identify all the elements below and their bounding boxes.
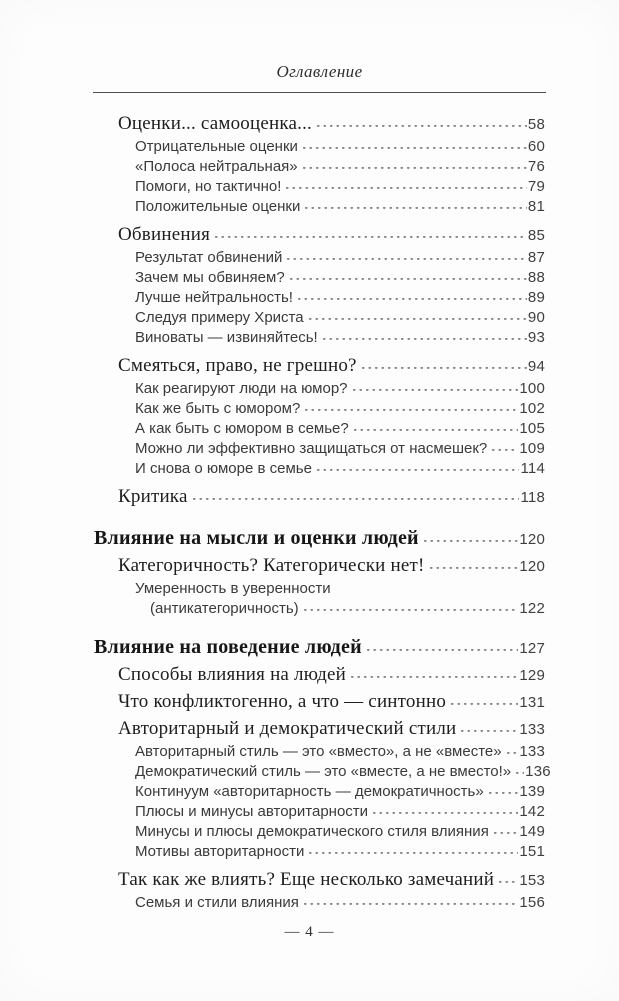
dot-leader (285, 258, 527, 262)
toc-entry-label: Что конфликтогенно, а что — синтонно (118, 691, 447, 712)
toc-row (94, 328, 545, 348)
table-of-contents (94, 106, 551, 913)
dot-leader (321, 338, 527, 342)
toc-row (94, 579, 545, 599)
dot-leader (349, 676, 518, 680)
toc-entry-label: Влияние на поведение людей (94, 636, 362, 658)
dot-leader (365, 649, 519, 653)
toc-row (94, 459, 545, 479)
toc-entry-label: (антикатегоричность) (150, 600, 299, 617)
toc-row (94, 484, 545, 510)
toc-entry-label: Авторитарный и демократический стили (118, 718, 457, 739)
toc-row (94, 822, 545, 842)
dot-leader (352, 429, 519, 433)
toc-entry-page: 100 (519, 380, 545, 397)
toc-row (94, 197, 545, 217)
toc-entry-page: 131 (519, 694, 545, 711)
toc-entry-page: 120 (519, 531, 545, 548)
toc-row (94, 288, 545, 308)
toc-row (94, 439, 545, 459)
toc-entry-label: Плюсы и минусы авторитарности (135, 803, 369, 820)
toc-entry-page: 142 (519, 803, 545, 820)
toc-entry-page: 149 (519, 823, 545, 840)
toc-entry-page: 105 (519, 420, 545, 437)
toc-row (94, 353, 545, 379)
dot-leader (497, 881, 518, 885)
dot-leader (428, 567, 519, 571)
dot-leader (302, 903, 519, 907)
toc-entry-page: 151 (519, 843, 545, 860)
toc-entry-page: 133 (519, 721, 545, 738)
toc-entry-page: 93 (527, 329, 545, 346)
dot-leader (213, 236, 527, 240)
toc-entry-label: А как быть с юмором в семье? (135, 420, 349, 437)
toc-entry-label: Оценки... самооценка... (118, 113, 313, 134)
toc-entry-page: 114 (520, 460, 545, 477)
toc-row (94, 111, 545, 137)
toc-entry-label: Так как же влиять? Еще несколько замечаний (118, 869, 495, 890)
toc-row (94, 689, 545, 715)
toc-row (94, 308, 545, 328)
toc-row (94, 157, 545, 177)
toc-row (94, 419, 545, 439)
toc-row (94, 716, 545, 742)
toc-entry-label: Умеренность в уверенности (135, 580, 331, 597)
toc-row (94, 379, 545, 399)
toc-entry-label: Семья и стили влияния (135, 894, 299, 911)
toc-entry-page: 102 (519, 400, 545, 417)
toc-entry-label: Влияние на мысли и оценки людей (94, 527, 419, 549)
toc-entry-label: Критика (118, 486, 188, 507)
toc-entry-label: Можно ли эффективно защищаться от насмешек? (135, 440, 488, 457)
toc-entry-label: Отрицательные оценки (135, 138, 298, 155)
toc-entry-page: 85 (527, 227, 545, 244)
dot-leader (487, 792, 519, 796)
toc-entry-page: 118 (520, 489, 545, 506)
toc-entry-label: И снова о юморе в семье (135, 460, 312, 477)
toc-entry-page: 153 (519, 872, 545, 889)
dot-leader (284, 187, 527, 191)
toc-row (94, 222, 545, 248)
toc-row (94, 633, 545, 661)
toc-row (94, 662, 545, 688)
toc-row (94, 802, 545, 822)
toc-entry-page: 127 (519, 640, 545, 657)
toc-entry-label: Мотивы авторитарности (135, 843, 305, 860)
toc-entry-label: Зачем мы обвиняем? (135, 269, 285, 286)
toc-entry-page: 139 (519, 783, 545, 800)
dot-leader (301, 167, 527, 171)
dot-leader (301, 147, 527, 151)
toc-entry-label: Континуум «авторитарность — демократичность» (135, 783, 484, 800)
toc-entry-page: 94 (527, 358, 545, 375)
page-number-footer: — 4 — (284, 924, 335, 940)
toc-entry-label: Как же быть с юмором? (135, 400, 301, 417)
toc-row (94, 599, 545, 619)
dot-leader (492, 832, 519, 836)
dot-leader (191, 498, 520, 502)
toc-entry-label: Категоричность? Категорически нет! (118, 555, 425, 576)
toc-entry-label: Минусы и плюсы демократического стиля влияния (135, 823, 489, 840)
dot-leader (490, 449, 518, 453)
dot-leader (303, 207, 527, 211)
dot-leader (422, 540, 519, 544)
toc-entry-page: 76 (527, 158, 545, 175)
toc-entry-label: Демократический стиль — это «вместе, а не вместо!» (135, 763, 512, 780)
toc-row (94, 867, 545, 893)
toc-entry-page: 120 (519, 558, 545, 575)
toc-entry-label: Следуя примеру Христа (135, 309, 304, 326)
toc-entry-label: «Полоса нейтральная» (135, 158, 298, 175)
toc-entry-label: Обвинения (118, 224, 211, 245)
dot-leader (296, 298, 527, 302)
toc-entry-label: Смеяться, право, не грешно? (118, 355, 357, 376)
header-rule (93, 92, 546, 93)
dot-leader (307, 318, 527, 322)
toc-row (94, 893, 545, 913)
toc-row (94, 842, 545, 862)
dot-leader (449, 703, 518, 707)
toc-entry-label: Виноваты — извиняйтесь! (135, 329, 318, 346)
toc-entry-page: 79 (527, 178, 545, 195)
toc-row (94, 742, 545, 762)
toc-entry-label: Результат обвинений (135, 249, 283, 266)
toc-entry-page: 89 (527, 289, 545, 306)
toc-entry-page: 156 (519, 894, 545, 911)
dot-leader (303, 409, 518, 413)
toc-entry-page: 81 (527, 198, 545, 215)
dot-leader (307, 852, 518, 856)
toc-entry-label: Положительные оценки (135, 198, 301, 215)
dot-leader (505, 752, 519, 756)
toc-row (94, 248, 545, 268)
dot-leader (315, 469, 520, 473)
toc-row (94, 553, 545, 579)
dot-leader (288, 278, 527, 282)
dot-leader (360, 367, 527, 371)
toc-entry-page: 60 (527, 138, 545, 155)
toc-entry-page: 133 (519, 743, 545, 760)
toc-entry-label: Помоги, но тактично! (135, 178, 282, 195)
toc-entry-page: 122 (519, 600, 545, 617)
toc-entry-page: 129 (519, 667, 545, 684)
toc-row (94, 399, 545, 419)
toc-entry-label: Авторитарный стиль — это «вместо», а не «вместе» (135, 743, 502, 760)
toc-entry-page: 90 (527, 309, 545, 326)
dot-leader (351, 389, 519, 393)
toc-entry-label: Как реагируют люди на юмор? (135, 380, 348, 397)
toc-row (94, 782, 545, 802)
dot-leader (514, 772, 524, 776)
toc-row (94, 137, 545, 157)
running-head-title: Оглавление (276, 62, 363, 81)
toc-entry-page: 109 (519, 440, 545, 457)
toc-row (94, 762, 551, 782)
toc-entry-page: 88 (527, 269, 545, 286)
toc-entry-label: Лучше нейтральность! (135, 289, 293, 306)
toc-entry-label: Способы влияния на людей (118, 664, 346, 685)
toc-entry-page: 136 (525, 763, 551, 780)
dot-leader (371, 812, 518, 816)
toc-entry-page: 87 (527, 249, 545, 266)
dot-leader (315, 125, 527, 129)
toc-row (94, 524, 545, 552)
toc-entry-page: 58 (527, 116, 545, 133)
toc-row (94, 268, 545, 288)
dot-leader (302, 609, 519, 613)
toc-row (94, 177, 545, 197)
dot-leader (459, 730, 518, 734)
